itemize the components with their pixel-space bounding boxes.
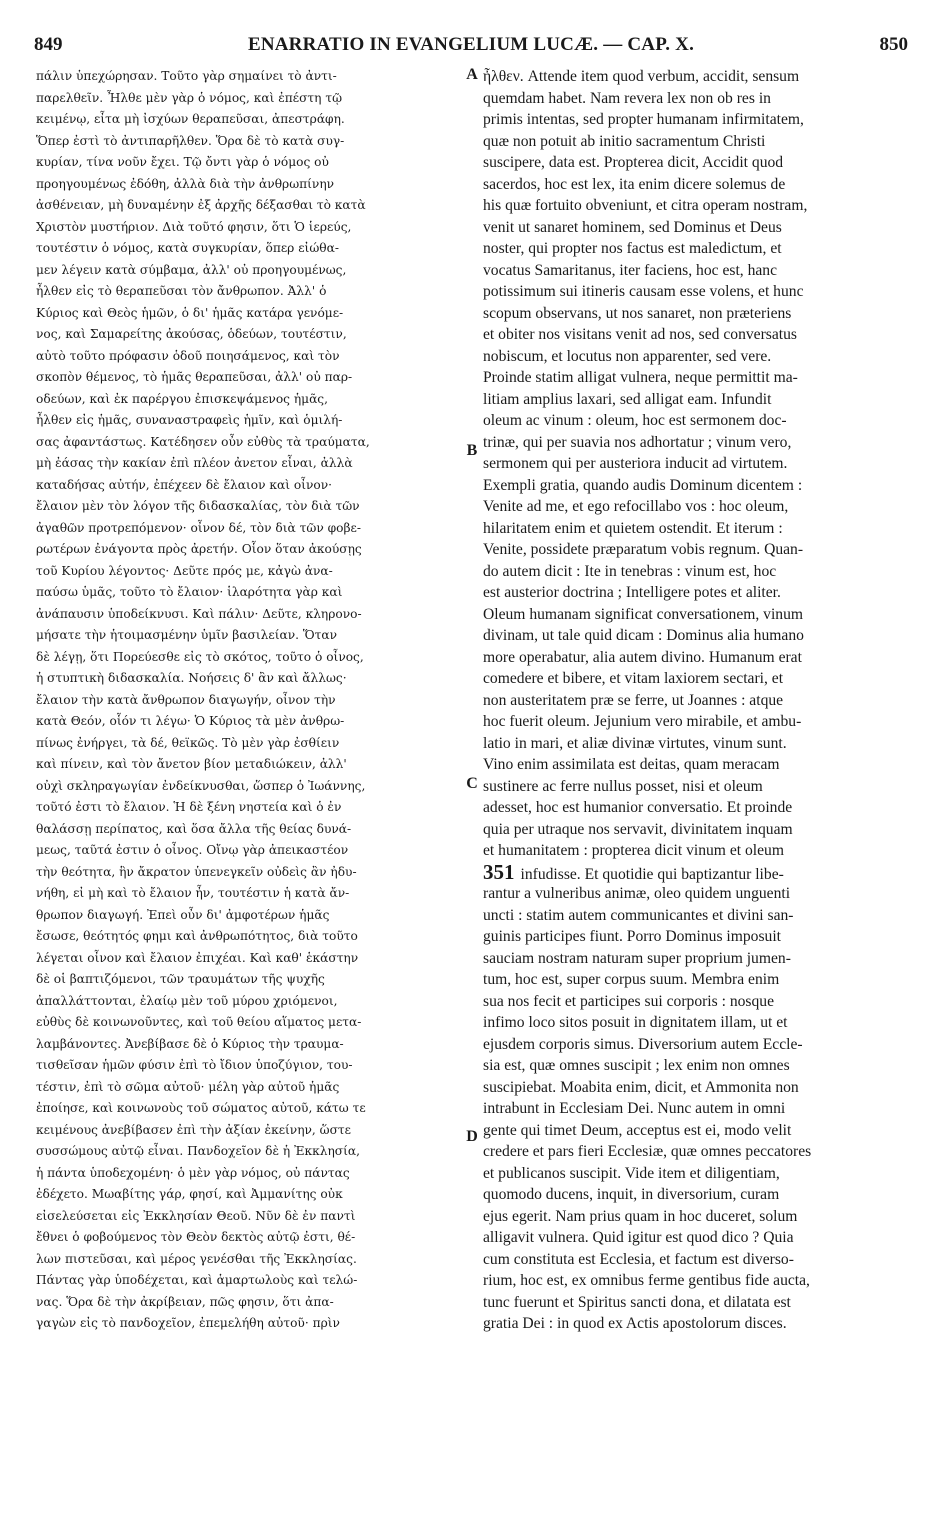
latin-line: sermonem qui per austeriora inducit ad virtutem. xyxy=(483,455,788,472)
page-header xyxy=(34,34,908,64)
greek-line: ἦλθεν εἰς τὸ θεραπεῦσαι τὸν ἄνθρωπον. Ἀλλ' ὁ xyxy=(36,284,327,298)
greek-line: ἐδέχετο. Μωαβίτης γάρ, φησί, καὶ Ἀμμανίτης οὐκ xyxy=(36,1187,343,1201)
greek-line: προηγουμένως ἐδόθη, ἀλλὰ διὰ τὴν ἀνθρωπίνην xyxy=(36,176,335,191)
latin-line: litiam amplius laxari, sed alligat eam. Infundit xyxy=(483,390,772,408)
margin-number: 351 xyxy=(483,861,515,883)
latin-line-text: infudisse. Et quotidie qui baptizantur libe- xyxy=(520,865,784,883)
greek-line: τέστιν, ἐπὶ τὸ σῶμα αὐτοῦ· μέλη γὰρ αὐτοῦ ἡμᾶς xyxy=(36,1079,340,1094)
greek-line: λέγεται οἶνον καὶ ἔλαιον ἐπιχέαι. Καὶ καθ' ἑκάστην xyxy=(36,950,359,965)
greek-line: ἔλαιον τὴν κατὰ ἄνθρωπον διαγωγήν, οἶνον τὴν xyxy=(36,692,336,707)
greek-line: νήθη, εἰ μὴ καὶ τὸ ἔλαιον ἦν, τουτέστιν ἡ κατὰ ἄν- xyxy=(36,886,350,900)
latin-line: venit ut sanaret hominem, sed Dominus et Deus xyxy=(483,218,782,236)
latin-line: suscipere, data est. Propterea dicit, Accidit quod xyxy=(483,154,784,171)
greek-line: λαμβάνοντες. Ἀνεβίβασε δὲ ὁ Κύριος τὴν τραυμα- xyxy=(36,1036,344,1051)
latin-line: hoc fuerit oleum. Jejunium vero mirabile, et ambu- xyxy=(483,713,802,730)
greek-line: σας ἀφαντάστως. Κατέδησεν οὖν εὐθὺς τὰ τραύματα, xyxy=(36,434,370,449)
latin-text-column xyxy=(483,66,901,1335)
latin-line: nobiscum, et locutus non apparenter, sed vere. xyxy=(483,347,772,365)
latin-line: latio in mari, et aliæ divinæ virtutes, vinum sunt. xyxy=(483,734,787,752)
greek-line: μεως, ταῦτά ἐστιν ὁ οἶνος. Οἴνῳ γὰρ ἀπεικαστέον xyxy=(36,843,349,857)
greek-line: γαγὼν εἰς τὸ πανδοχεῖον, ἐπεμελήθη αὐτοῦ· πρὶν xyxy=(36,1316,340,1330)
latin-line: est austerior doctrina ; Intelligere potes et aliter. xyxy=(483,584,781,601)
greek-line: Κύριος καὶ Θεὸς ἡμῶν, ὁ δι' ἡμᾶς κατάρα γενόμε- xyxy=(36,305,344,320)
greek-line: ἔθνει ὁ φοβούμενος τὸν Θεὸν δεκτὸς αὐτῷ ἐστι, θέ- xyxy=(36,1230,356,1244)
greek-text-column xyxy=(36,66,460,1335)
latin-line: Exempli gratia, quando audis Dominum dicentem : xyxy=(483,476,803,494)
greek-line: παύσω ὑμᾶς, τοῦτο τὸ ἔλαιον· ἱλαρότητα γὰρ καὶ xyxy=(36,585,343,599)
greek-line: ἦλθεν εἰς ἡμᾶς, συναναστραφεὶς ἡμῖν, καὶ ὁμιλή- xyxy=(36,413,343,427)
latin-line: adesset, hoc est humanior conversatio. Et proinde xyxy=(483,799,793,816)
latin-line: quæ non potuit ab initio sacramentum Christi xyxy=(483,132,766,150)
latin-line: uncti : statim autem communicantes et divini san- xyxy=(483,906,794,924)
margin-marker-d: D xyxy=(466,1128,478,1145)
greek-line: Ὅπερ ἐστὶ τὸ ἀντιπαρῆλθεν. Ὅρα δὲ τὸ κατὰ συγ- xyxy=(36,133,345,148)
latin-line: rium, hoc est, ex omnibus ferme gentibus fide aucta, xyxy=(483,1272,810,1289)
latin-line: quomodo ducens, inquit, in diversorium, curam xyxy=(483,1186,780,1203)
greek-line: δὲ λέγῃ, ὅτι Πορεύεσθε εἰς τὸ σκότος, τοῦτο ὁ οἶνος, xyxy=(36,649,364,664)
latin-line: alligavit vulnera. Quid igitur est quod dico ? Quia xyxy=(483,1229,794,1246)
latin-line: divinam, ut tale quid dicam : Dominus alia humano xyxy=(483,627,804,644)
greek-line: λων πιστεῦσαι, καὶ μέρος γενέσθαι τῆς Ἐκκλησίας. xyxy=(36,1251,357,1266)
latin-line: primis intentas, sed propter humanam infirmitatem, xyxy=(483,111,804,128)
latin-line: sia est, quæ omnes suscipit ; lex enim non omnes xyxy=(483,1057,790,1074)
latin-line: tum, hoc est, super corpus suum. Membra enim xyxy=(483,971,780,988)
greek-line: καὶ πίνειν, καὶ τὸν ἄνετον βίον μεταδιώκειν, ἀλλ' xyxy=(36,757,347,771)
greek-line: οδεύων, καὶ ἐκ παρέργου ἐπισκεψάμενος ἡμᾶς, xyxy=(36,391,329,406)
greek-line: ἀπαλλάττονται, ἐλαίῳ μὲν τοῦ μύρου χριόμενοι, xyxy=(36,993,338,1008)
greek-line: ἔλαιον μὲν τὸν λόγον τῆς διδασκαλίας, τὸν διὰ τῶν xyxy=(36,499,360,513)
greek-line: θρωπον διαγωγή. Ἐπεὶ οὖν δι' ἀμφοτέρων ἡμᾶς xyxy=(36,907,330,922)
greek-line: κατὰ Θεόν, οἷόν τι λέγω· Ὁ Κύριος τὰ μὲν ἀνθρω- xyxy=(36,714,345,728)
latin-line: infimo loco sitos posuit in dignitatem illam, ut et xyxy=(483,1014,788,1031)
greek-line: δὲ οἱ βαπτιζόμενοι, τῶν τραυμάτων τῆς ψυχῆς xyxy=(36,972,325,986)
greek-line: ἀνάπαυσιν ὑποδείκνυσι. Καὶ πάλιν· Δεῦτε, κληρονο- xyxy=(36,606,362,621)
latin-line: et obiter nos visitans venit ad nos, sed conversatus xyxy=(483,326,797,343)
greek-line: ἀσθένειαν, μὴ δυναμένην ἐξ ἀρχῆς δέξασθαι τὸ κατὰ xyxy=(36,198,366,212)
greek-line: μὴ ἐάσας τὴν κακίαν ἐπὶ πλέον ἀνετον εἶναι, ἀλλὰ xyxy=(36,456,353,470)
latin-line: tunc fuerunt et Spiritus sancti dona, et dilatata est xyxy=(483,1293,791,1311)
latin-line: cum constituta est Ecclesia, et factum est diverso- xyxy=(483,1250,794,1268)
greek-line: συσσώμους αὐτῷ εἶναι. Πανδοχεῖον δὲ ἡ Ἐκκλησία, xyxy=(36,1144,360,1158)
latin-line: gratia Dei : in quod ex Actis apostolorum disces. xyxy=(483,1315,787,1332)
greek-line: Πάντας γὰρ ὑποδέχεται, καὶ ἁμαρτωλοὺς καὶ τελώ- xyxy=(36,1273,358,1287)
greek-line: ἐποίησε, καὶ κοινωνοὺς τοῦ σώματος αὐτοῦ, κάτω τε xyxy=(36,1101,366,1115)
greek-line: εὐθὺς δὲ κοινωνοῦντες, καὶ τοῦ θείου αἵματος μετα- xyxy=(36,1015,362,1029)
greek-line: πίνως ἐνήργει, τὰ δέ, θεϊκῶς. Τὸ μὲν γὰρ ἐσθίειν xyxy=(36,735,340,750)
greek-line: ἡ στυπτικὴ διδασκαλία. Νοήσεις δ' ἂν καὶ ἄλλως· xyxy=(36,671,347,685)
greek-line: κυρίαν, τίνα νοῦν ἔχει. Τῷ ὄντι γὰρ ὁ νόμος οὐ xyxy=(36,155,329,169)
latin-line: guinis participes fiunt. Porro Dominus imposuit xyxy=(483,928,782,945)
latin-line: more operabatur, alia autem divino. Humanum erat xyxy=(483,648,802,666)
greek-line: ἡ πάντα ὑποδεχομένη· ὁ μὲν γὰρ νόμος, οὐ πάντας xyxy=(36,1165,350,1180)
greek-line: θαλάσσῃ περίπατος, καὶ ὅσα ἄλλα τῆς θείας δυνά- xyxy=(36,821,352,836)
latin-line: credere et pars fieri Ecclesiæ, quæ omnes peccatores xyxy=(483,1143,812,1160)
page-number-left: 849 xyxy=(34,34,63,55)
latin-line: et humanitatem : propterea dicit vinum et oleum xyxy=(483,842,784,859)
latin-line: vocatus Samaritanus, iter faciens, hoc est, hanc xyxy=(483,261,778,279)
greek-line: σκοπὸν θέμενος, τὸ ἡμᾶς θεραπεῦσαι, ἀλλ' οὐ παρ- xyxy=(36,370,353,384)
latin-line: Vino enim assimilata est deitas, quam meracam xyxy=(483,756,780,773)
latin-line: his quæ fortuito obveniunt, et citra operam nostram, xyxy=(483,197,808,214)
latin-line: ejusdem corporis simus. Diversorium autem Eccle- xyxy=(483,1035,803,1053)
greek-line: καταδήσας αὐτήν, ἐπέχεεν δὲ ἔλαιον καὶ οἶνον· xyxy=(36,477,332,492)
greek-line: νας. Ὅρα δὲ τὴν ἀκρίβειαν, πῶς φησιν, ὅτι ἀπα- xyxy=(36,1294,334,1309)
latin-line: sua nos fecit et participes sui corporis : nosque xyxy=(483,992,775,1010)
greek-line: παρελθεῖν. Ἦλθε μὲν γὰρ ὁ νόμος, καὶ ἐπέστη τῷ xyxy=(36,90,343,105)
margin-marker-c: C xyxy=(466,775,478,792)
margin-marker-b: B xyxy=(466,442,478,459)
latin-line: noster, qui propter nos factus est maledictum, et xyxy=(483,240,782,257)
latin-line: oleum ac vinum : oleum, hoc est sermonem doc- xyxy=(483,412,787,429)
latin-line: suscipiebat. Moabita enim, dicit, et Ammonita non xyxy=(483,1078,799,1096)
greek-line: τισθεῖσαν ἡμῶν φύσιν ἐπὶ τὸ ἴδιον ὑποζύγιον, του- xyxy=(36,1058,353,1072)
greek-line: κειμένους ἀνεβίβασεν ἐπὶ τὴν ἀξίαν ἐκείνην, ὥστε xyxy=(36,1122,351,1137)
greek-line: οὐχὶ σκληραγωγίαν ἐνδείκνυσθαι, ὥσπερ ὁ Ἰωάννης, xyxy=(36,778,366,793)
margin-marker-a: A xyxy=(466,66,478,83)
greek-line: μεν λέγειν κατὰ σύμβαμα, ἀλλ' οὐ προηγουμένως, xyxy=(36,262,347,277)
page-number-right: 850 xyxy=(879,34,908,55)
latin-line: Oleum humanam significat conversationem, vinum xyxy=(483,605,804,623)
running-title: ENARRATIO IN EVANGELIUM LUCÆ. — CAP. X. xyxy=(247,34,695,55)
greek-line: ἔσωσε, θεότητός φημι καὶ ἀνθρωπότητος, διὰ τοῦτο xyxy=(36,929,358,943)
latin-line: rantur a vulneribus animæ, oleo quidem unguenti xyxy=(483,885,791,902)
greek-line: κειμένῳ, εἶτα μὴ ἰσχύων θεραπεῦσαι, ἀπεστράφη. xyxy=(36,112,345,126)
latin-line: et publicanos suscipit. Vide item et diligentiam, xyxy=(483,1164,780,1182)
greek-line: τουτέστιν ὁ νόμος, κατὰ συγκυρίαν, ὅπερ εἰώθα- xyxy=(36,241,339,255)
greek-line: αὐτὸ τοῦτο πρόφασιν ὁδοῦ ποιησάμενος, καὶ τὸν xyxy=(36,348,340,363)
latin-line: Proinde statim alligat vulnera, neque permittit ma- xyxy=(483,369,798,386)
latin-line: hilaritatem enim et quietem ostendit. Et iterum : xyxy=(483,519,783,537)
latin-line: comedere et bibere, et vitam laxiorem sectari, et xyxy=(483,670,784,687)
latin-line: Venite, possidete præparatum vobis regnum. Quan- xyxy=(483,541,804,558)
latin-line: do autem dicit : Ite in tenebras : vinum est, hoc xyxy=(483,562,777,580)
greek-line: τοῦ Κυρίου λέγοντος· Δεῦτε πρός με, κἀγὼ ἀνα- xyxy=(36,563,333,578)
greek-line: ρωτέρων ἐνάγοντα πρὸς ἀρετήν. Οἷον ὅταν ἀκούσῃς xyxy=(36,542,362,556)
greek-line: τὴν θεότητα, ἣν ἄκρατον ὑπενεγκεῖν οὐδεὶς ἂν ἠδυ- xyxy=(36,864,357,879)
greek-line: ἀγαθῶν προτρεπόμενον· οἶνον δέ, τὸν διὰ τῶν φοβε- xyxy=(36,520,361,535)
latin-line: sacerdos, hoc est lex, ita enim dicere solemus de xyxy=(483,175,786,193)
greek-line: πάλιν ὑπεχώρησαν. Τοῦτο γὰρ σημαίνει τὸ ἀντι- xyxy=(36,69,337,83)
latin-line xyxy=(483,862,901,884)
latin-line: sustinere ac ferre nullus posset, nisi et oleum xyxy=(483,777,763,795)
greek-line: εἰσελεύσεται εἰς Ἐκκλησίαν Θεοῦ. Νῦν δὲ ἐν παντὶ xyxy=(36,1208,356,1223)
greek-line: νος, καὶ Σαμαρείτης ἀκούσας, ὁδεύων, τουτέστιν, xyxy=(36,327,347,341)
greek-line: τοῦτό ἐστι τὸ ἔλαιον. Ἡ δὲ ξένη νηστεία καὶ ὁ ἐν xyxy=(36,800,342,814)
latin-line: ejus egerit. Nam prius quam in hoc duceret, solum xyxy=(483,1207,798,1225)
latin-line: gente qui timet Deum, acceptus est ei, modo velit xyxy=(483,1121,792,1139)
greek-line: μήσατε τὴν ἡτοιμασμένην ὑμῖν βασιλείαν. Ὅταν xyxy=(36,628,337,642)
greek-line: Χριστὸν μυστήριον. Διὰ τοῦτό φησιν, ὅτι Ὁ ἱερεύς, xyxy=(36,219,352,234)
latin-line: non austeritatem præ se ferre, ut Joannes : atque xyxy=(483,691,784,709)
latin-line: Venite ad me, et ego refocillabo vos : hoc oleum, xyxy=(483,498,789,515)
latin-line: trinæ, qui per suavia nos adhortatur ; vinum vero, xyxy=(483,433,792,451)
latin-line: sauciam nostram naturam super proprium jumen- xyxy=(483,949,791,967)
latin-line: ἦλθεν. Attende item quod verbum, accidit, sensum xyxy=(483,68,800,85)
latin-line: quia per utraque nos servavit, divinitatem inquam xyxy=(483,820,793,838)
latin-line: quemdam habet. Nam revera lex non ob res in xyxy=(483,89,771,107)
latin-line: intrabunt in Ecclesiam Dei. Nunc autem in omni xyxy=(483,1100,786,1117)
latin-line: scopum observans, ut nos sanaret, non præteriens xyxy=(483,304,792,322)
latin-line: potissimum sui itineris causam esse volens, et hunc xyxy=(483,283,804,300)
